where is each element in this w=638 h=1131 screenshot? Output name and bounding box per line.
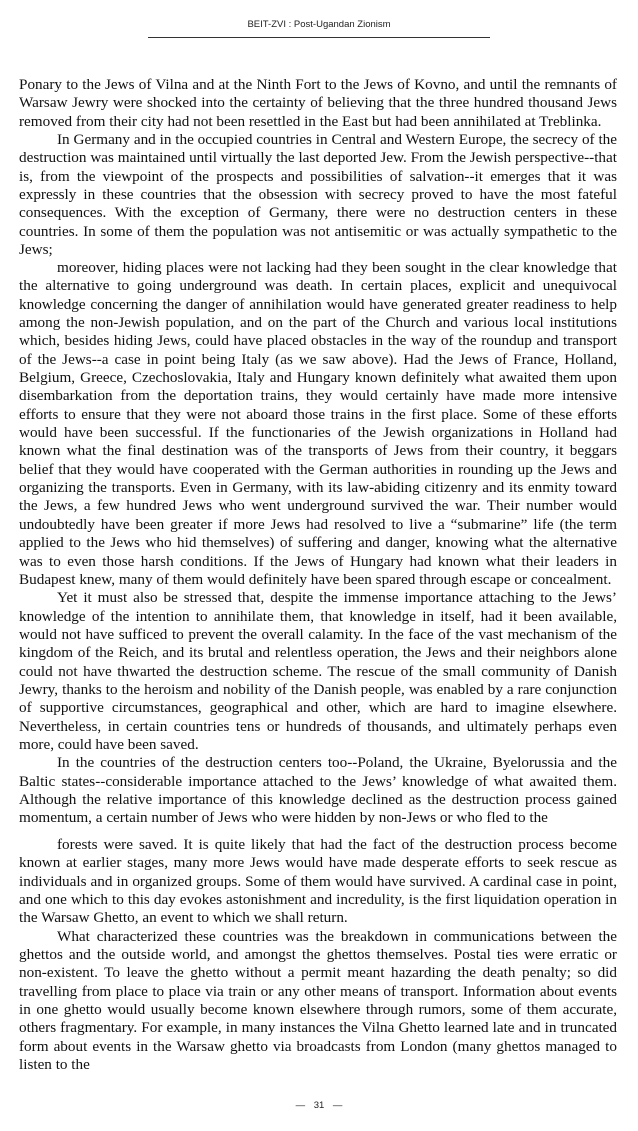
page-number: — 31 — [295,1100,343,1111]
header-divider [148,37,490,38]
text-block-1 [19,76,617,259]
paragraph: Ponary to the Jews of Vilna and at the Ninth Fort to the Jews of Kovno, and until the remnants of Warsaw Jewry were shocked into the certainty of believing that the three hundred thousand Jews removed from their city had not been resettled in the East but had been annihilated at Treblinka. [19,76,617,130]
paragraph: What characterized these countries was the breakdown in communications between the ghettos and the outside world, and amongst the ghettos themselves. Postal ties were erratic or non-existent. To leave the ghetto without a permit meant hazarding the death penalty; so did travelling from place to place via train or any other means of transport. Information about events in one ghetto would usually become known elsewhere through rumors, some of them accurate, others fragmentary. For example, in many instances the Vilna Ghetto learned late and in truncated form about events in the Warsaw ghetto via broadcasts from London (many ghettos managed to listen to the [19,927,617,1074]
paragraph: Yet it must also be stressed that, despite the immense importance attaching to the Jews’ knowledge of the intention to annihilate them, that knowledge in itself, had it been available, would not have sufficed to prevent the overall calamity. In the face of the vast mechanism of the kingdom of the Reich, and its brutal and relentless operation, the Jews and their neighbors alone could not have thwarted the destruction scheme. The rescue of the small community of Danish Jewry, thanks to the heroism and nobility of the Danish people, was enabled by a rare conjunction of supportive circumstances, geographical and other, which are hard to imagine elsewhere. Nevertheless, in certain countries tens or hundreds of thousands, and ultimately perhaps even more, could have been saved. [19,589,617,753]
paragraph: In the countries of the destruction centers too--Poland, the Ukraine, Byelorussia and the Baltic states--considerable importance attached to the Jews’ knowledge of what awaited them. Although the relative importance of this knowledge declined as the destruction process gained momentum, a certain number of Jews who were hidden by non-Jews or who fled to the [19,754,617,827]
paragraph: moreover, hiding places were not lacking had they been sought in the clear knowledge that the alternative to going underground was death. In certain places, explicit and unequivocal knowledge concerning the danger of annihilation would have generated greater readiness to help among the non-Jewish population, and on the part of the Church and various local institutions which, besides hiding Jews, could have placed obstacles in the way of the roundup and transport of the Jews--a case in point being Italy (as we saw above). Had the Jews of France, Holland, Belgium, Greece, Czechoslovakia, Italy and Hungary known definitely what awaited them upon disembarkation from the deportation trains, they would certainly have made more intensive efforts to ensure that they were not aboard those trains in the first place. Some of these efforts would have been successful. If the functionaries of the Jewish organizations in Holland had known what the final destination was of the transports of Jews from their country, it beggars belief that they would have cooperated with the German authorities in rounding up the Jews and organizing the transports. Even in Germany, with its law-abiding citizenry and its enmity toward the Jews, a few hundred Jews who went underground survived the war. Their number would undoubtedly have been greater if more Jews had resolved to live a “submarine” life (the term applied to the Jews who hid themselves) of suffering and danger, knowing what the alternative was to even those harsh conditions. If the Jews of Hungary had known what their leaders in Budapest knew, many of them would definitely have been spared through escape or concealment. [19,259,617,588]
paragraph: forests were saved. It is quite likely that had the fact of the destruction process become known at earlier stages, many more Jews would have made desperate efforts to seek rescue as individuals and in organized groups. Some of them would have survived. A cardinal case in point, and one which to this day evokes astonishment and incredulity, is the first liquidation operation in the Warsaw Ghetto, an event to which we shall return. [19,836,617,927]
text-block-3 [19,836,617,1074]
text-block-2 [19,259,617,828]
paragraph: In Germany and in the occupied countries in Central and Western Europe, the secrecy of the destruction was maintained until virtually the last deported Jew. From the Jewish perspective--that is, from the viewpoint of the prospects and possibilities of salvation--it emerges that it was expressly in these countries that the obsession with secrecy proved to have the most fateful consequences. With the exception of Germany, there were no destruction centers in these countries. In some of them the population was not antisemitic or was actually sympathetic to the Jews; [19,131,617,259]
running-header: BEIT-ZVI : Post-Ugandan Zionism [247,19,391,30]
